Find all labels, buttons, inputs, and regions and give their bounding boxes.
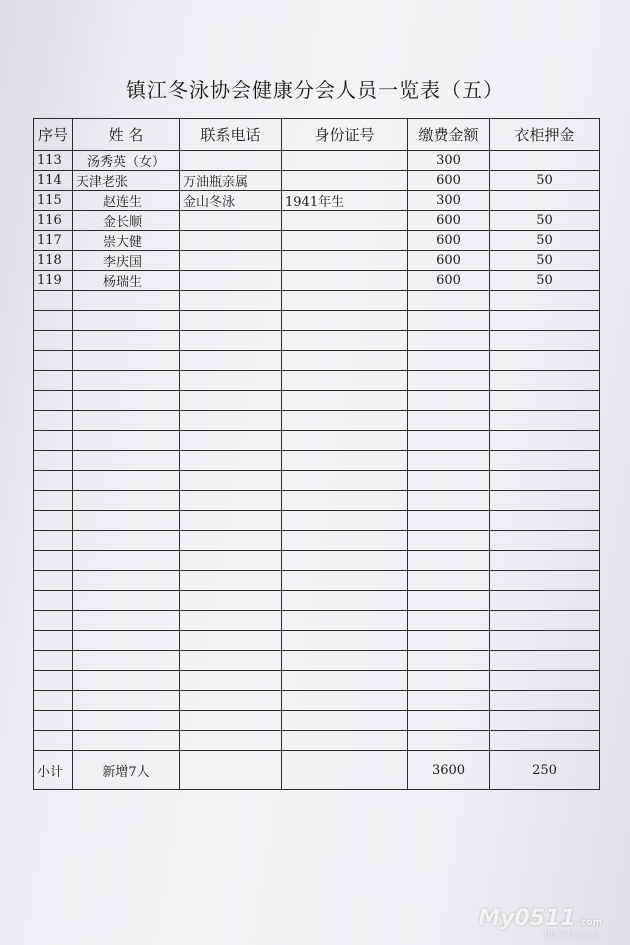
empty-cell (282, 391, 408, 411)
empty-cell (180, 631, 282, 651)
empty-cell (180, 471, 282, 491)
empty-cell (73, 471, 180, 491)
empty-row (34, 671, 600, 691)
empty-cell (490, 591, 600, 611)
watermark-subtitle: 镇江网友之家 (543, 931, 598, 941)
empty-cell (73, 671, 180, 691)
empty-cell (180, 671, 282, 691)
empty-cell (282, 571, 408, 591)
empty-cell (180, 551, 282, 571)
cell-deposit: 50 (490, 271, 600, 291)
subtotal-phone (180, 751, 282, 790)
empty-cell (282, 631, 408, 651)
cell-deposit: 50 (490, 211, 600, 231)
cell-name: 赵连生 (73, 191, 180, 211)
empty-cell (34, 391, 73, 411)
cell-id (282, 251, 408, 271)
table-row (34, 251, 600, 271)
empty-cell (408, 631, 490, 651)
subtotal-fee: 3600 (408, 751, 490, 790)
member-table (33, 118, 600, 790)
empty-row (34, 511, 600, 531)
empty-cell (490, 391, 600, 411)
empty-cell (490, 291, 600, 311)
cell-no: 116 (34, 211, 73, 231)
empty-cell (408, 391, 490, 411)
empty-cell (282, 311, 408, 331)
empty-cell (490, 571, 600, 591)
table-row (34, 271, 600, 291)
empty-cell (282, 711, 408, 731)
empty-cell (180, 531, 282, 551)
empty-cell (34, 331, 73, 351)
empty-cell (180, 391, 282, 411)
empty-cell (73, 371, 180, 391)
empty-cell (73, 351, 180, 371)
empty-cell (408, 591, 490, 611)
empty-cell (73, 731, 180, 751)
empty-cell (180, 331, 282, 351)
empty-cell (490, 631, 600, 651)
cell-name: 崇大健 (73, 231, 180, 251)
cell-fee: 600 (408, 211, 490, 231)
empty-cell (282, 491, 408, 511)
col-header-fee: 缴费金额 (408, 119, 490, 151)
col-header-no: 序号 (34, 119, 73, 151)
empty-cell (73, 691, 180, 711)
table-row (34, 191, 600, 211)
empty-cell (490, 691, 600, 711)
subtotal-row (34, 751, 600, 790)
empty-cell (34, 651, 73, 671)
col-header-name: 姓 名 (73, 119, 180, 151)
cell-fee: 600 (408, 271, 490, 291)
empty-cell (180, 451, 282, 471)
empty-cell (34, 571, 73, 591)
empty-cell (180, 591, 282, 611)
col-header-id: 身份证号 (282, 119, 408, 151)
empty-cell (180, 691, 282, 711)
cell-phone (180, 231, 282, 251)
empty-row (34, 371, 600, 391)
empty-cell (282, 471, 408, 491)
empty-cell (282, 371, 408, 391)
cell-id (282, 151, 408, 171)
empty-cell (490, 351, 600, 371)
empty-row (34, 651, 600, 671)
cell-name: 李庆国 (73, 251, 180, 271)
subtotal-count: 新增7人 (73, 751, 180, 790)
empty-cell (408, 511, 490, 531)
empty-cell (408, 711, 490, 731)
empty-cell (282, 531, 408, 551)
empty-cell (73, 551, 180, 571)
cell-deposit (490, 191, 600, 211)
empty-cell (490, 671, 600, 691)
empty-cell (73, 411, 180, 431)
empty-cell (490, 511, 600, 531)
subtotal-label: 小计 (34, 751, 73, 790)
empty-cell (490, 411, 600, 431)
cell-id (282, 211, 408, 231)
empty-cell (490, 491, 600, 511)
empty-cell (34, 351, 73, 371)
empty-cell (34, 711, 73, 731)
empty-cell (282, 351, 408, 371)
empty-row (34, 451, 600, 471)
empty-cell (73, 291, 180, 311)
empty-cell (34, 691, 73, 711)
empty-cell (408, 351, 490, 371)
empty-cell (408, 731, 490, 751)
cell-name: 金长顺 (73, 211, 180, 231)
empty-row (34, 591, 600, 611)
empty-cell (34, 371, 73, 391)
empty-cell (408, 691, 490, 711)
empty-row (34, 291, 600, 311)
empty-row (34, 391, 600, 411)
empty-cell (34, 531, 73, 551)
empty-cell (180, 431, 282, 451)
empty-cell (490, 731, 600, 751)
empty-cell (34, 511, 73, 531)
cell-phone (180, 151, 282, 171)
cell-fee: 300 (408, 151, 490, 171)
empty-cell (282, 551, 408, 571)
empty-cell (34, 411, 73, 431)
table-row (34, 151, 600, 171)
empty-cell (490, 371, 600, 391)
empty-cell (73, 711, 180, 731)
empty-cell (490, 451, 600, 471)
col-header-phone: 联系电话 (180, 119, 282, 151)
empty-cell (34, 631, 73, 651)
empty-cell (180, 291, 282, 311)
empty-cell (34, 451, 73, 471)
col-header-deposit: 衣柜押金 (490, 119, 600, 151)
empty-row (34, 631, 600, 651)
empty-cell (34, 491, 73, 511)
empty-cell (282, 431, 408, 451)
empty-cell (490, 471, 600, 491)
empty-cell (490, 531, 600, 551)
empty-cell (490, 331, 600, 351)
cell-phone: 万油瓶亲属 (180, 171, 282, 191)
empty-cell (408, 451, 490, 471)
cell-id (282, 231, 408, 251)
cell-fee: 600 (408, 251, 490, 271)
empty-cell (408, 671, 490, 691)
empty-row (34, 531, 600, 551)
cell-fee: 300 (408, 191, 490, 211)
empty-cell (282, 411, 408, 431)
empty-cell (282, 671, 408, 691)
empty-cell (73, 511, 180, 531)
empty-row (34, 471, 600, 491)
empty-cell (73, 431, 180, 451)
cell-no: 115 (34, 191, 73, 211)
empty-cell (34, 311, 73, 331)
empty-cell (282, 591, 408, 611)
cell-name: 杨瑞生 (73, 271, 180, 291)
empty-cell (73, 611, 180, 631)
empty-cell (408, 311, 490, 331)
empty-row (34, 311, 600, 331)
empty-cell (408, 471, 490, 491)
empty-cell (73, 651, 180, 671)
empty-cell (180, 731, 282, 751)
table-row (34, 171, 600, 191)
cell-deposit (490, 151, 600, 171)
cell-fee: 600 (408, 171, 490, 191)
empty-cell (34, 731, 73, 751)
empty-cell (282, 731, 408, 751)
empty-cell (180, 571, 282, 591)
empty-cell (408, 331, 490, 351)
empty-cell (180, 611, 282, 631)
cell-name: 天津老张 (73, 171, 180, 191)
empty-cell (73, 631, 180, 651)
empty-cell (180, 311, 282, 331)
empty-cell (408, 611, 490, 631)
cell-no: 118 (34, 251, 73, 271)
empty-cell (490, 651, 600, 671)
empty-row (34, 691, 600, 711)
empty-cell (34, 611, 73, 631)
empty-row (34, 551, 600, 571)
cell-deposit: 50 (490, 171, 600, 191)
cell-phone (180, 211, 282, 231)
cell-deposit: 50 (490, 251, 600, 271)
cell-no: 119 (34, 271, 73, 291)
empty-cell (180, 511, 282, 531)
empty-cell (408, 551, 490, 571)
cell-no: 113 (34, 151, 73, 171)
empty-row (34, 711, 600, 731)
empty-row (34, 331, 600, 351)
empty-cell (73, 311, 180, 331)
page-title: 镇江冬泳协会健康分会人员一览表（五） (126, 78, 504, 102)
empty-cell (282, 691, 408, 711)
empty-cell (282, 511, 408, 531)
cell-name: 汤秀英（女） (73, 151, 180, 171)
empty-cell (73, 571, 180, 591)
empty-cell (34, 551, 73, 571)
empty-cell (73, 391, 180, 411)
empty-row (34, 411, 600, 431)
table-body (34, 151, 600, 751)
empty-cell (34, 591, 73, 611)
header-row (34, 119, 600, 151)
watermark-brand: My0511 (478, 906, 576, 931)
empty-cell (73, 491, 180, 511)
empty-cell (408, 531, 490, 551)
empty-cell (490, 611, 600, 631)
table-row (34, 231, 600, 251)
empty-cell (34, 431, 73, 451)
empty-cell (73, 451, 180, 471)
cell-phone: 金山冬泳 (180, 191, 282, 211)
empty-row (34, 611, 600, 631)
empty-cell (73, 591, 180, 611)
empty-row (34, 351, 600, 371)
empty-cell (408, 431, 490, 451)
empty-cell (408, 651, 490, 671)
table-row (34, 211, 600, 231)
empty-cell (490, 711, 600, 731)
empty-cell (408, 411, 490, 431)
subtotal-deposit: 250 (490, 751, 600, 790)
empty-cell (408, 571, 490, 591)
empty-row (34, 431, 600, 451)
empty-cell (282, 611, 408, 631)
empty-cell (180, 491, 282, 511)
empty-row (34, 731, 600, 751)
cell-no: 114 (34, 171, 73, 191)
empty-cell (180, 711, 282, 731)
empty-cell (408, 491, 490, 511)
cell-fee: 600 (408, 231, 490, 251)
empty-cell (180, 411, 282, 431)
empty-cell (73, 331, 180, 351)
empty-cell (73, 531, 180, 551)
empty-cell (408, 291, 490, 311)
empty-cell (282, 451, 408, 471)
empty-cell (180, 651, 282, 671)
empty-cell (282, 331, 408, 351)
empty-cell (490, 551, 600, 571)
empty-cell (408, 371, 490, 391)
empty-cell (180, 351, 282, 371)
empty-cell (282, 291, 408, 311)
empty-cell (282, 651, 408, 671)
empty-cell (490, 311, 600, 331)
cell-phone (180, 271, 282, 291)
cell-id (282, 271, 408, 291)
watermark-tld: .com (577, 918, 602, 928)
empty-cell (34, 671, 73, 691)
cell-id (282, 171, 408, 191)
cell-phone (180, 251, 282, 271)
empty-cell (180, 371, 282, 391)
empty-cell (34, 471, 73, 491)
empty-row (34, 571, 600, 591)
subtotal-id (282, 751, 408, 790)
empty-row (34, 491, 600, 511)
empty-cell (34, 291, 73, 311)
empty-cell (490, 431, 600, 451)
cell-deposit: 50 (490, 231, 600, 251)
cell-id: 1941年生 (282, 191, 408, 211)
cell-no: 117 (34, 231, 73, 251)
